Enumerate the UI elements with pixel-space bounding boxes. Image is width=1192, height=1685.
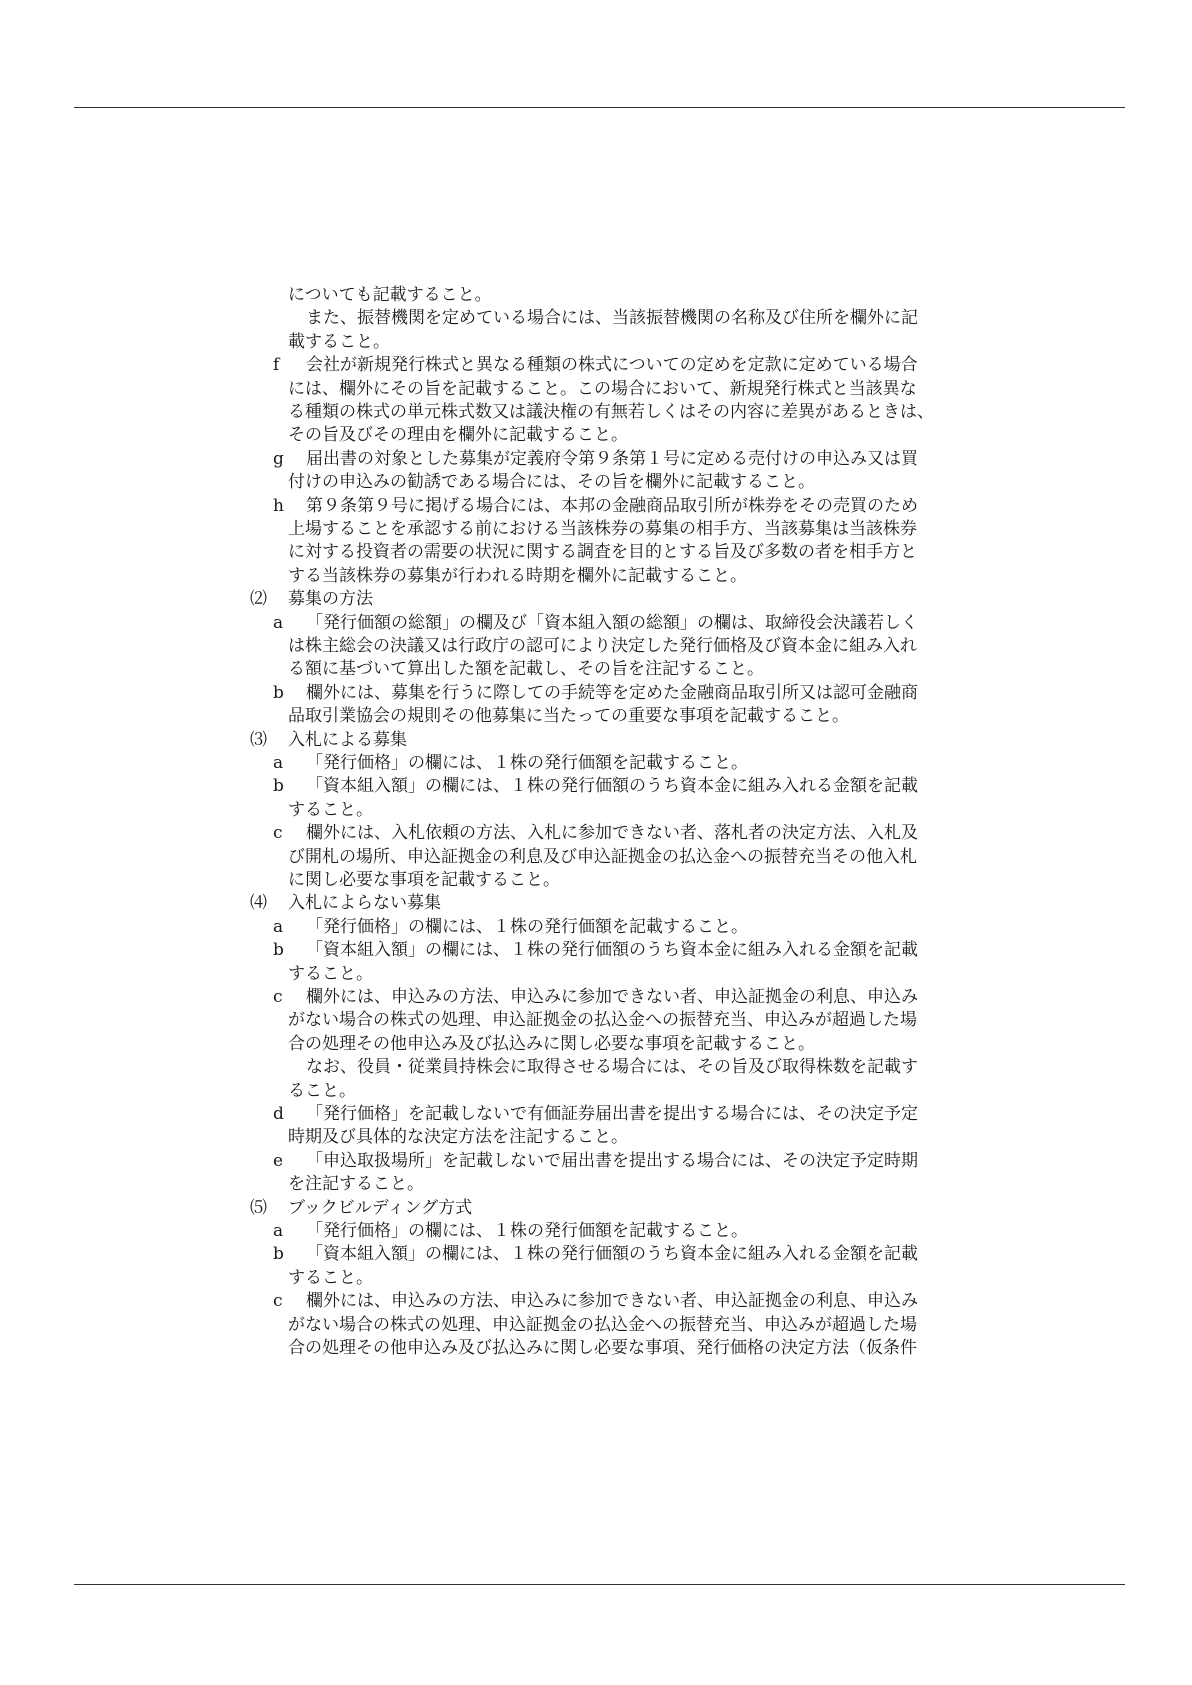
line-text: は株主総会の決議又は行政庁の認可により決定した発行価格及び資本金に組み入れ: [288, 636, 917, 656]
section-number: ⑸: [250, 1197, 267, 1218]
item-marker: e: [273, 1150, 284, 1171]
line-text: すること。: [288, 963, 373, 984]
item-marker: c: [273, 823, 283, 844]
line-text: 第９条第９号に掲げる場合には、本邦の金融商品取引所が株券をその売買のため: [306, 495, 918, 516]
line-text: 届出書の対象とした募集が定義府令第９条第１号に定める売付けの申込み又は買: [306, 448, 918, 469]
line-text: なお、役員・従業員持株会に取得させる場合には、その旨及び取得株数を記載す: [306, 1057, 918, 1078]
line-text: 載すること。: [288, 331, 390, 352]
item-marker: b: [273, 776, 284, 797]
line-text: 会社が新規発行株式と異なる種類の株式についての定めを定款に定めている場合: [306, 355, 918, 376]
line-text: 欄外には、募集を行うに際しての手続等を定めた金融商品取引所又は認可金融商: [306, 682, 918, 703]
header-rule: [74, 107, 1125, 108]
item-marker: f: [273, 355, 280, 376]
item-marker: b: [273, 682, 284, 703]
item-marker: h: [273, 495, 284, 516]
section-heading: 入札による募集: [288, 729, 407, 750]
line-text: 欄外には、入札依頼の方法、入札に参加できない者、落札者の決定方法、入札及: [306, 823, 918, 844]
line-text: る種類の株式の単元株式数又は議決権の有無若しくはその内容に差異があるときは、: [288, 402, 934, 422]
line-text: 付けの申込みの勧誘である場合には、その旨を欄外に記載すること。: [288, 472, 815, 493]
line-text: 品取引業協会の規則その他募集に当たっての重要な事項を記載すること。: [288, 706, 849, 727]
section-number: ⑶: [250, 729, 267, 750]
line-text: がない場合の株式の処理、申込証拠金の払込金への振替充当、申込みが超過した場: [288, 1010, 917, 1031]
line-text: に対する投資者の需要の状況に関する調査を目的とする旨及び多数の者を相手方と: [288, 542, 917, 563]
item-marker: a: [273, 753, 284, 773]
line-text: 「申込取扱場所」を記載しないで届出書を提出する場合には、その決定予定時期: [306, 1150, 918, 1171]
item-marker: b: [273, 940, 284, 961]
line-text: また、振替機関を定めている場合には、当該振替機関の名称及び住所を欄外に記: [306, 308, 918, 329]
section-heading: 募集の方法: [288, 589, 373, 610]
line-text: 「発行価格」の欄には、１株の発行価額を記載すること。: [306, 916, 748, 937]
line-text: についても記載すること。: [288, 285, 492, 305]
line-text: がない場合の株式の処理、申込証拠金の払込金への振替充当、申込みが超過した場: [288, 1314, 917, 1335]
line-text: 合の処理その他申込み及び払込みに関し必要な事項、発行価格の決定方法（仮条件: [288, 1338, 917, 1358]
line-text: 「資本組入額」の欄には、１株の発行価額のうち資本金に組み入れる金額を記載: [306, 940, 918, 961]
line-text: る額に基づいて算出した額を記載し、その旨を注記すること。: [288, 659, 764, 680]
line-text: に関し必要な事項を記載すること。: [288, 870, 560, 890]
line-text: 「発行価格」の欄には、１株の発行価額を記載すること。: [306, 753, 748, 773]
line-text: すること。: [288, 1267, 373, 1288]
line-text: 欄外には、申込みの方法、申込みに参加できない者、申込証拠金の利息、申込み: [306, 1291, 918, 1312]
line-text: 欄外には、申込みの方法、申込みに参加できない者、申込証拠金の利息、申込み: [306, 987, 918, 1007]
line-text: 「発行価格」を記載しないで有価証券届出書を提出する場合には、その決定予定: [306, 1104, 918, 1124]
line-text: には、欄外にその旨を記載すること。この場合において、新規発行株式と当該異な: [288, 378, 917, 399]
line-text: び開札の場所、申込証拠金の利息及び申込証拠金の払込金への振替充当その他入札: [288, 846, 917, 867]
line-text: ること。: [288, 1080, 356, 1101]
item-marker: a: [273, 612, 284, 633]
line-text: 合の処理その他申込み及び払込みに関し必要な事項を記載すること。: [288, 1033, 815, 1054]
section-heading: ブックビルディング方式: [288, 1197, 473, 1218]
line-text: 「資本組入額」の欄には、１株の発行価額のうち資本金に組み入れる金額を記載: [306, 776, 918, 797]
line-text: すること。: [288, 799, 373, 820]
line-text: を注記すること。: [288, 1174, 424, 1195]
line-text: 「発行価格」の欄には、１株の発行価額を記載すること。: [306, 1221, 748, 1241]
item-marker: a: [273, 916, 284, 937]
section-number: ⑷: [250, 893, 267, 914]
line-text: 時期及び具体的な決定方法を注記すること。: [288, 1127, 628, 1148]
item-marker: a: [273, 1221, 284, 1241]
item-marker: b: [273, 1244, 284, 1265]
section-heading: 入札によらない募集: [288, 893, 441, 914]
line-text: 「資本組入額」の欄には、１株の発行価額のうち資本金に組み入れる金額を記載: [306, 1244, 918, 1265]
item-marker: c: [273, 987, 283, 1007]
line-text: 上場することを承認する前における当該株券の募集の相手方、当該募集は当該株券: [288, 519, 917, 539]
line-text: その旨及びその理由を欄外に記載すること。: [288, 425, 628, 446]
item-marker: g: [273, 448, 284, 469]
line-text: する当該株券の募集が行われる時期を欄外に記載すること。: [288, 565, 747, 586]
footer-rule: [74, 1584, 1125, 1585]
item-marker: c: [273, 1291, 283, 1312]
line-text: 「発行価額の総額」の欄及び「資本組入額の総額」の欄は、取締役会決議若しく: [306, 612, 918, 633]
section-number: ⑵: [250, 589, 267, 610]
item-marker: d: [273, 1104, 284, 1124]
